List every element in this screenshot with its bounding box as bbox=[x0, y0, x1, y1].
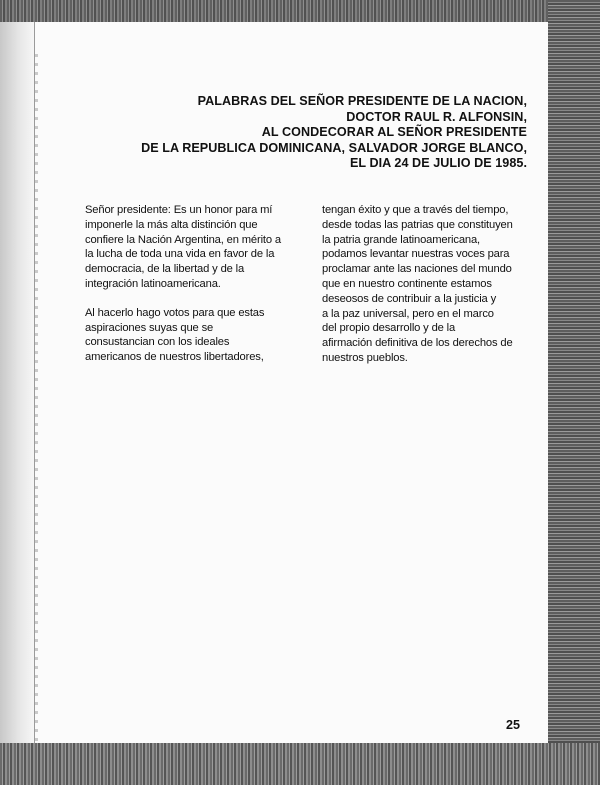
text-line: la patria grande latinoamericana, bbox=[322, 233, 480, 246]
text-line: proclamar ante las naciones del mundo bbox=[322, 263, 512, 276]
text-line: a la paz universal, pero en el marco bbox=[322, 307, 494, 320]
text-line: nuestros pueblos. bbox=[322, 351, 408, 364]
paragraph bbox=[85, 306, 281, 365]
text-line: americanos de nuestros libertadores, bbox=[85, 351, 264, 364]
text-line: afirmación definitiva de los derechos de bbox=[322, 337, 513, 350]
scan-left-edge bbox=[0, 0, 34, 785]
paragraph bbox=[85, 203, 281, 292]
text-line: aspiraciones suyas que se bbox=[85, 321, 214, 334]
text-line: deseosos de contribuir a la justicia y bbox=[322, 292, 497, 305]
left-text-column bbox=[85, 203, 281, 365]
scan-bottom-edge bbox=[0, 743, 600, 785]
right-text-column bbox=[322, 203, 513, 366]
document-heading bbox=[141, 94, 527, 172]
heading-line: DOCTOR RAUL R. ALFONSIN, bbox=[346, 109, 527, 124]
heading-line: PALABRAS DEL SEÑOR PRESIDENTE DE LA NACION, bbox=[197, 94, 527, 108]
text-line: que en nuestro continente estamos bbox=[322, 277, 492, 290]
page-number: 25 bbox=[505, 718, 520, 732]
text-line: desde todas las patrias que constituyen bbox=[322, 218, 513, 231]
text-line: confiere la Nación Argentina, en mérito a bbox=[85, 233, 281, 246]
scan-top-edge bbox=[0, 0, 600, 22]
margin-marks bbox=[35, 50, 38, 750]
paragraph-gap bbox=[85, 292, 281, 306]
paragraph bbox=[322, 203, 513, 366]
heading-line: EL DIA 24 DE JULIO DE 1985. bbox=[349, 156, 527, 170]
scan-right-edge bbox=[548, 0, 600, 785]
text-line: Señor presidente: Es un honor para mí bbox=[85, 204, 273, 216]
text-line: tengan éxito y que a través del tiempo, bbox=[322, 204, 509, 216]
document-page bbox=[34, 20, 557, 748]
text-line: del propio desarrollo y de la bbox=[322, 322, 456, 335]
text-line: consustancian con los ideales bbox=[85, 336, 230, 349]
text-line: integración latinoamericana. bbox=[85, 277, 221, 290]
text-line: Al hacerlo hago votos para que estas bbox=[85, 306, 265, 319]
heading-line: DE LA REPUBLICA DOMINICANA, SALVADOR JORGE BLANCO, bbox=[141, 140, 527, 155]
text-line: podamos levantar nuestras voces para bbox=[322, 248, 510, 261]
text-line: imponerle la más alta distinción que bbox=[85, 218, 258, 231]
text-line: la lucha de toda una vida en favor de la bbox=[85, 248, 275, 261]
text-line: democracia, de la libertad y de la bbox=[85, 263, 245, 276]
heading-line: AL CONDECORAR AL SEÑOR PRESIDENTE bbox=[261, 125, 527, 139]
